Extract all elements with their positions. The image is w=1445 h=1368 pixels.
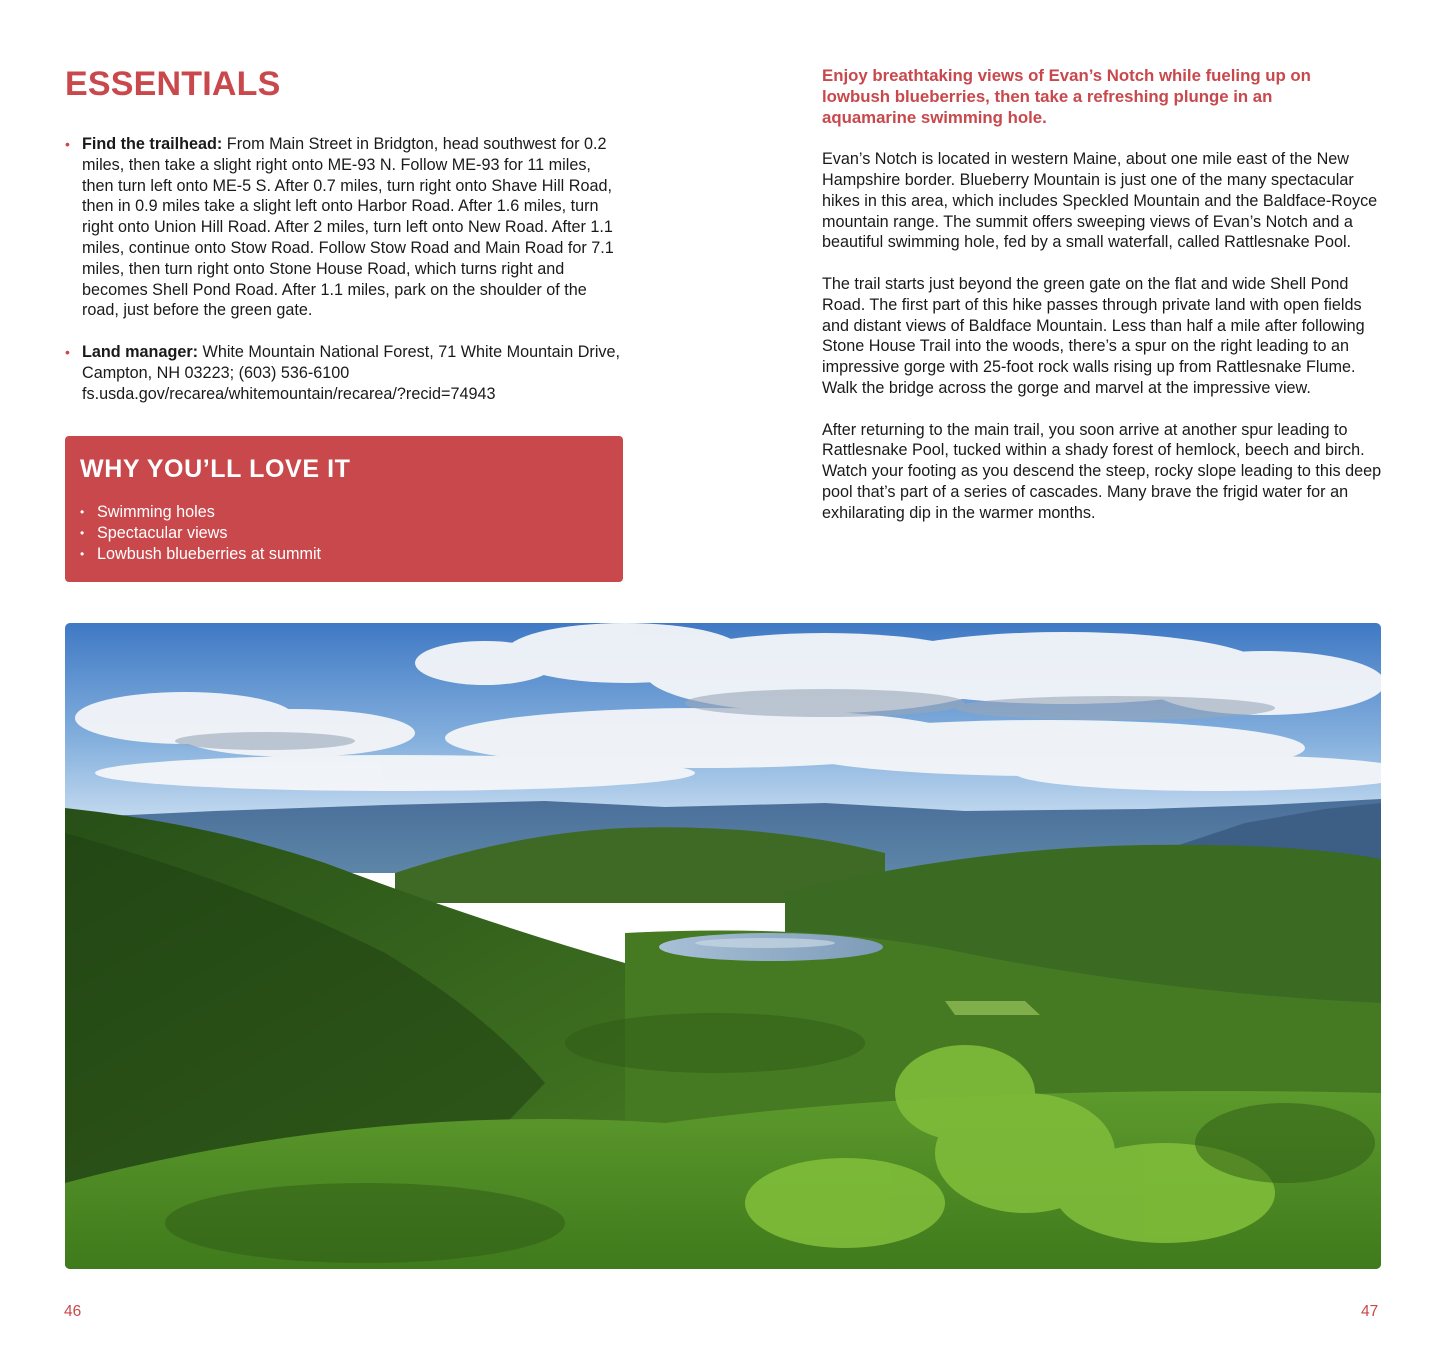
article-column	[822, 66, 1384, 524]
essentials-title: ESSENTIALS	[65, 65, 281, 103]
why-love-title: WHY YOU’LL LOVE IT	[80, 455, 351, 483]
land-manager-link[interactable]: fs.usda.gov/recarea/whitemountain/recarea/?recid=74943	[82, 384, 496, 403]
list-item: • Spectacular views	[80, 523, 608, 544]
page-number-left: 46	[64, 1303, 82, 1320]
trailhead-text: From Main Street in Bridgton, head southwest for 0.2 miles, then take a slight right onto ME-93 N. Follow ME-93 for 11 miles, then turn left onto ME-5 S. After 0.7 miles, turn right onto Shave Hill Road, then in 0.9 miles take a slight left onto Harbor Road. After 1.6 miles, turn right onto Union Hill Road. After 2 miles, turn left onto New Road. After 1.1 miles, continue onto Stow Road. Follow Stow Road and Main Road for 7.1 miles, then turn right onto Stone House Road, which turns right and becomes Shell Pond Road. After 1.1 miles, park on the shoulder of the road, just before the green gate.	[82, 135, 614, 320]
land-manager-text: White Mountain National Forest, 71 White Mountain Drive, Campton, NH 03223; (603) 536-6100	[82, 342, 621, 382]
landscape-illustration	[65, 623, 1381, 1269]
article-intro: Enjoy breathtaking views of Evan’s Notch while fueling up on lowbush blueberries, then take a refreshing plunge in an aquamarine swimming hole.	[822, 66, 1311, 127]
article-paragraph: The trail starts just beyond the green gate on the flat and wide Shell Pond Road. The first part of this hike passes through private land with open fields and distant views of Baldface Mountain. Less than half a mile after following Stone House Trail into the woods, there’s a spur on the right leading to an impressive gorge with 25-foot rock walls rising up from Rattlesnake Flume. Walk the bridge across the gorge and marvel at the impressive view.	[822, 274, 1365, 397]
trailhead-label: Find the trailhead:	[82, 135, 223, 153]
list-item: • Lowbush blueberries at summit	[80, 544, 608, 565]
list-item: • Swimming holes	[80, 502, 608, 523]
list-item-trailhead	[65, 134, 625, 321]
page-number-right: 47	[1361, 1303, 1379, 1320]
land-manager-label: Land manager:	[82, 342, 199, 361]
why-love-box	[65, 436, 623, 582]
landscape-photo	[65, 623, 1381, 1269]
essentials-list	[65, 134, 625, 404]
article-paragraph: Evan’s Notch is located in western Maine, about one mile east of the New Hampshire border. Blueberry Mountain is just one of the many spectacular hikes in this area, which includes Speckled Mountain and the Baldface-Royce mountain range. The summit offers sweeping views of Evan’s Notch and a beautiful swimming hole, fed by a small waterfall, called Rattlesnake Pool.	[822, 150, 1378, 252]
essentials-section	[65, 62, 625, 425]
list-item-land-manager	[65, 342, 625, 404]
article-paragraph: After returning to the main trail, you soon arrive at another spur leading to Rattlesnake Pool, tucked within a shady forest of hemlock, beech and birch. Watch your footing as you descend the steep, rocky slope leading to this deep pool that’s part of a series of cascades. Many brave the frigid water for an exhilarating dip in the warmer months.	[822, 420, 1382, 522]
why-love-list	[80, 502, 608, 564]
